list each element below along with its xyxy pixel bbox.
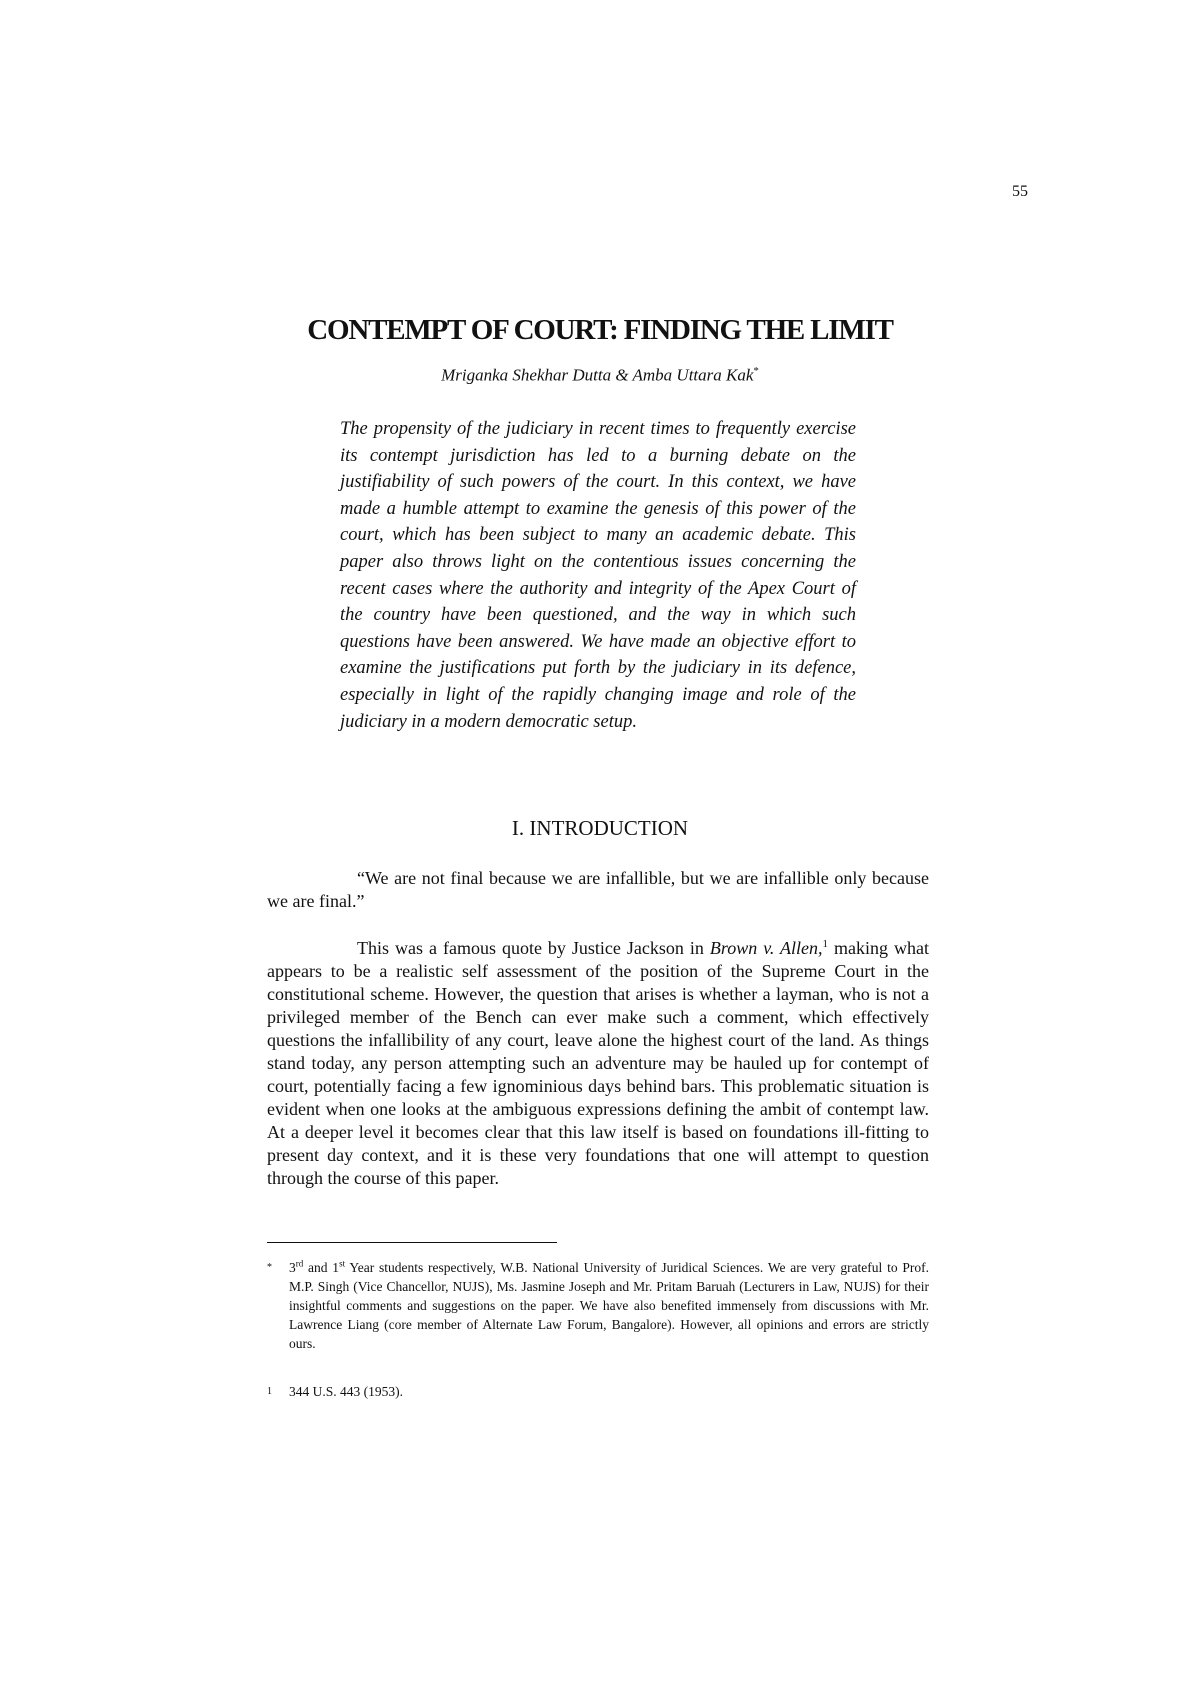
case-name: Brown v. Allen, xyxy=(709,938,823,958)
author-names: Mriganka Shekhar Dutta & Amba Uttara Kak xyxy=(441,365,754,385)
footnote-ordinal-b: and 1 xyxy=(303,1260,340,1275)
footnote-item xyxy=(267,1258,929,1353)
footnote-mark: * xyxy=(267,1262,272,1273)
section-heading: I. INTRODUCTION xyxy=(511,816,689,840)
paper-title: CONTEMPT OF COURT: FINDING THE LIMIT xyxy=(307,314,893,346)
footnote-text xyxy=(289,1258,929,1353)
footnote-ordinal-a: 3 xyxy=(289,1260,296,1275)
body-paragraph xyxy=(267,937,929,1190)
footnote-ordinal-suffix-b: st xyxy=(339,1258,346,1269)
opening-quote: “We are not final because we are infallible, but we are infallible only because we are final.” xyxy=(267,868,929,911)
author-line xyxy=(260,365,940,386)
author-footnote-mark: * xyxy=(753,365,759,377)
abstract: The propensity of the judiciary in recent times to frequently exercise its contempt jurisdiction has led to a burning debate on the justifiability of such powers of the court. In this context, we have made a humble attempt to examine the genesis of this power of the court, which has been subject to many an academic debate. This paper also throws light on the contentious issues concerning the recent cases where the authority and integrity of the Apex Court of the country have been questioned, and the way in which such questions have been answered. We have made an objective effort to examine the justifications put forth by the judiciary in its defence, especially in light of the rapidly changing image and role of the judiciary in a modern democratic setup. xyxy=(340,419,856,732)
case-footnote-mark: 1 xyxy=(822,938,829,950)
footnote-body: Year students respectively, W.B. National University of Juridical Sciences. We are very grateful to Prof. M.P. Singh (Vice Chancellor, NUJS), Ms. Jasmine Joseph and Mr. Pritam Baruah (Lecturers in Law, NUJS) for their insightful comments and suggestions on the paper. We have also benefited immensely from discussions with Mr. Lawrence Liang (core member of Alternate Law Forum, Bangalore). However, all opinions and errors are strictly ours. xyxy=(289,1260,929,1351)
footnote-divider xyxy=(267,1242,557,1243)
footnote-text: 344 U.S. 443 (1953). xyxy=(289,1384,403,1399)
footnote-ordinal-suffix-a: rd xyxy=(295,1258,304,1269)
body-lead: This was a famous quote by Justice Jackson in xyxy=(357,938,710,958)
footnote-mark: 1 xyxy=(267,1386,272,1397)
footnote-item xyxy=(267,1382,929,1401)
page-number: 55 xyxy=(1012,183,1028,200)
body-rest: making what appears to be a realistic self assessment of the position of the Supreme Court in the constitutional scheme. However, the question that arises is whether a layman, who is not a privileged member of the Bench can ever make such a comment, which effectively questions the infallibility of any court, leave alone the highest court of the land. As things stand today, any person attempting such an adventure may be hauled up for contempt of court, potentially facing a few ignominious days behind bars. This problematic situation is evident when one looks at the ambiguous expressions defining the ambit of contempt law. At a deeper level it becomes clear that this law itself is based on foundations ill-fitting to present day context, and it is these very foundations that one will attempt to question through the course of this paper. xyxy=(267,938,929,1188)
